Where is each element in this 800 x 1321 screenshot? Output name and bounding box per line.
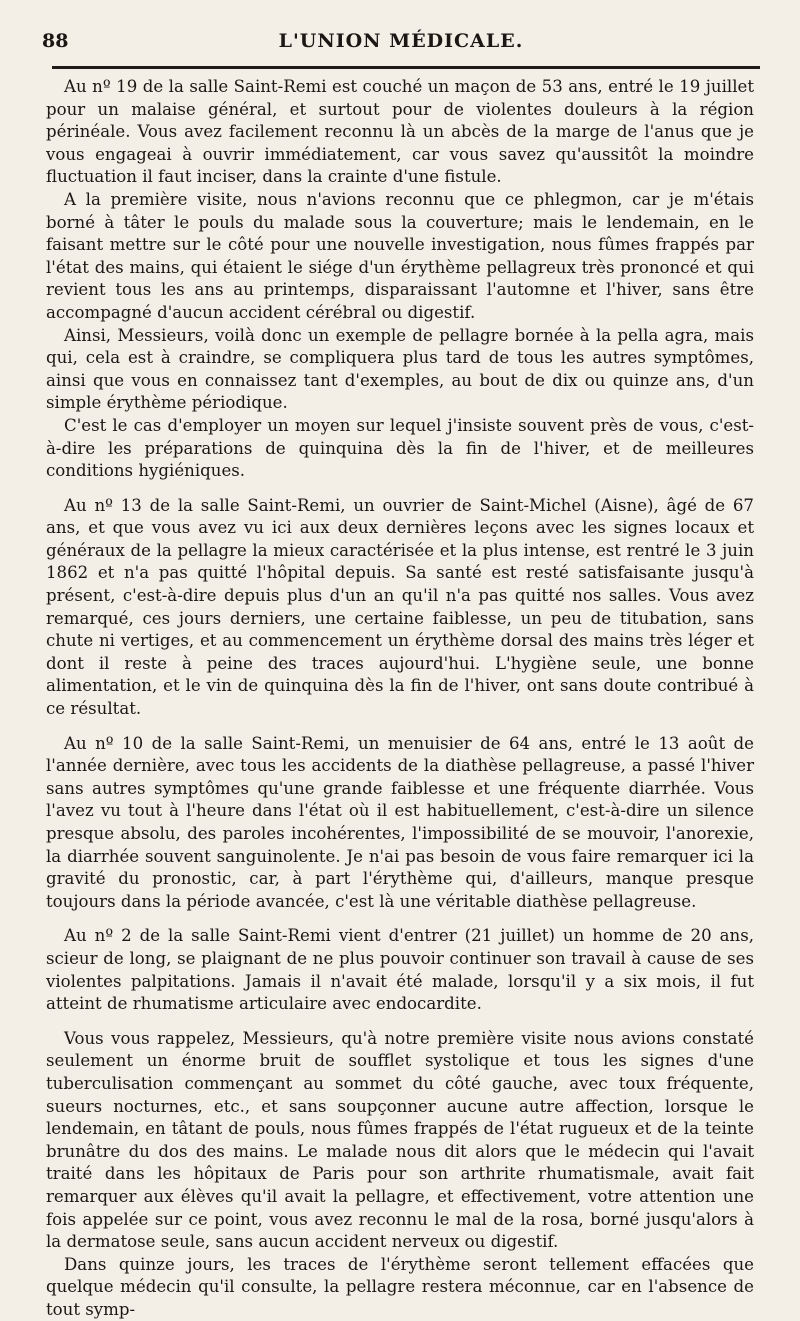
- paragraph: Dans quinze jours, les traces de l'érythème seront tellement effacées que quelque médecin qu'il consulte, la pellagre restera méconnue, car en l'absence de tout symp-: [46, 1254, 754, 1319]
- paragraph: Ainsi, Messieurs, voilà donc un exemple de pellagre bornée à la pella agra, mais qui, cela est à craindre, se compliquera plus tard de tous les autres symptômes, ainsi que vous en connaissez tant d'exemples, au bout de dix ou quinze ans, d'un simple érythème périodique.: [46, 325, 754, 413]
- page-number: 88: [42, 30, 69, 52]
- paragraph: Au nº 19 de la salle Saint-Remi est couché un maçon de 53 ans, entré le 19 juillet pour un malaise général, et surtout pour de violentes douleurs à la région périnéale. Vous avez facilement reconnu là un abcès de la marge de l'anus que je vous engageai à ouvrir immédiatement, car vous savez qu'aussitôt la moindre fluctuation il faut inciser, dans la crainte d'une fistule.: [46, 77, 754, 187]
- paragraph: Au nº 10 de la salle Saint-Remi, un menuisier de 64 ans, entré le 13 août de l'année dernière, avec tous les accidents de la diathèse pellagreuse, a passé l'hiver sans autres symptômes qu'une grande faiblesse et une fréquente diarrhée. Vous l'avez vu tout à l'heure dans l'état où il est habituellement, c'est-à-dire un silence presque absolu, des paroles incohérentes, l'impossibilité de se mouvoir, l'anorexie, la diarrhée souvent sanguinolente. Je n'ai pas besoin de vous faire remarquer ici la gravité du pronostic, car, à part l'érythème qui, d'ailleurs, manque presque toujours dans la période avancée, c'est là une véritable diathèse pellagreuse.: [46, 733, 754, 911]
- paragraph: A la première visite, nous n'avions reconnu que ce phlegmon, car je m'étais borné à tâter le pouls du malade sous la couverture; mais le lendemain, en le faisant mettre sur le côté pour une nouvelle investigation, nous fûmes frappés par l'état des mains, qui étaient le siége d'un érythème pellagreux très prononcé et qui revient tous les ans au printemps, disparaissant l'automne et l'hiver, sans être accompagné d'aucun accident cérébral ou digestif.: [46, 189, 754, 322]
- paragraph: Vous vous rappelez, Messieurs, qu'à notre première visite nous avions constaté seulement un énorme bruit de soufflet systolique et tous les signes d'une tuberculisation commençant au sommet du côté gauche, avec toux fréquente, sueurs nocturnes, etc., et sans soupçonner aucune autre affection, lorsque le lendemain, en tâtant de pouls, nous fûmes frappés de l'état rugueux et de la teinte brunâtre du dos des mains. Le malade nous dit alors que le médecin qui l'avait traité dans les hôpitaux de Paris pour son arthrite rhumatismale, avait fait remarquer aux élèves qu'il avait la pellagre, et effectivement, votre attention une fois appelée sur ce point, vous avez reconnu le mal de la rosa, borné jusqu'alors à la dermatose seule, sans aucun accident nerveux ou digestif.: [46, 1028, 754, 1252]
- paragraph: Au nº 2 de la salle Saint-Remi vient d'entrer (21 juillet) un homme de 20 ans, scieur de long, se plaignant de ne plus pouvoir continuer son travail à cause de ses violentes palpitations. Jamais il n'avait été malade, lorsqu'il y a six mois, il fut atteint de rhumatisme articulaire avec endocardite.: [46, 926, 754, 1014]
- paragraph: C'est le cas d'employer un moyen sur lequel j'insiste souvent près de vous, c'est-à-dire les préparations de quinquina dès la fin de l'hiver, et de meilleures conditions hygiéniques.: [46, 415, 754, 481]
- page-header: [42, 26, 760, 60]
- header-rule: [52, 66, 760, 69]
- journal-title: L'UNION MÉDICALE.: [278, 30, 524, 52]
- article-body: [46, 76, 754, 1321]
- paragraph: Au nº 13 de la salle Saint-Remi, un ouvrier de Saint-Michel (Aisne), âgé de 67 ans, et que vous avez vu ici aux deux dernières leçons avec les signes locaux et généraux de la pellagre la mieux caractérisée et la plus intense, est rentré le 3 juin 1862 et n'a pas quitté l'hôpital depuis. Sa santé est resté satisfaisante jusqu'à présent, c'est-à-dire depuis plus d'un an qu'il n'a pas quitté nos salles. Vous avez remarqué, ces jours derniers, une certaine faiblesse, un peu de titubation, sans chute ni vertiges, et au commencement un érythème dorsal des mains très léger et dont il reste à peine des traces aujourd'hui. L'hygiène seule, une bonne alimentation, et le vin de quinquina dès la fin de l'hiver, ont sans doute contribué à ce résultat.: [46, 495, 754, 719]
